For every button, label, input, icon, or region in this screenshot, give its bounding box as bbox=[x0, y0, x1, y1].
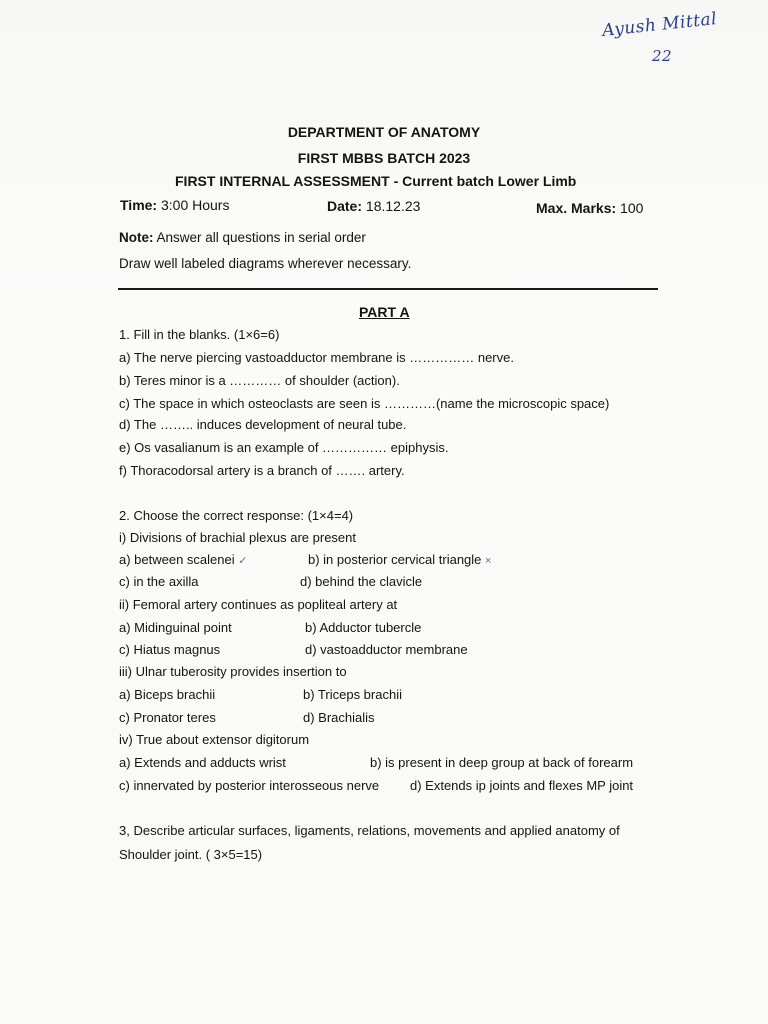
cross-mark: × bbox=[485, 555, 492, 567]
q2-ii-option-d: d) vastoadductor membrane bbox=[305, 642, 468, 657]
q2-iii-stem: iii) Ulnar tuberosity provides insertion to bbox=[119, 664, 347, 679]
part-heading: PART A bbox=[359, 304, 410, 320]
time-info bbox=[120, 197, 229, 213]
q2-iv-option-b: b) is present in deep group at back of forearm bbox=[370, 755, 634, 770]
note-line-1 bbox=[119, 230, 366, 245]
q2-i-option-d: d) behind the clavicle bbox=[300, 574, 423, 589]
q1-item-e: e) Os vasalianum is an example of …………… epiphysis. bbox=[119, 440, 449, 455]
tick-mark: ✓ bbox=[238, 555, 248, 567]
q2-iv-option-c: c) innervated by posterior interosseous nerve bbox=[119, 778, 380, 793]
q2-iv-option-d: d) Extends ip joints and flexes MP joint bbox=[410, 778, 634, 793]
q2-iii-option-d: d) Brachialis bbox=[303, 710, 375, 725]
q2-ii-option-b: b) Adductor tubercle bbox=[305, 620, 422, 635]
q2-iv-option-a: a) Extends and adducts wrist bbox=[119, 755, 286, 770]
q2-heading: 2. Choose the correct response: (1×4=4) bbox=[119, 508, 354, 523]
assessment-label: FIRST INTERNAL ASSESSMENT - bbox=[175, 173, 399, 189]
department-title: DEPARTMENT OF ANATOMY bbox=[287, 124, 481, 140]
max-marks-info bbox=[536, 200, 643, 216]
q2-i-stem: i) Divisions of brachial plexus are present bbox=[119, 530, 356, 545]
q2-ii-option-a: a) Midinguinal point bbox=[119, 620, 232, 635]
q2-iii-option-a: a) Biceps brachii bbox=[119, 687, 216, 702]
q1-item-c: c) The space in which osteoclasts are seen is …………(name the microscopic space) bbox=[119, 396, 610, 411]
date-value: 18.12.23 bbox=[365, 198, 421, 214]
date-label: Date: bbox=[327, 198, 363, 214]
batch-title: FIRST MBBS BATCH 2023 bbox=[297, 150, 471, 166]
handwritten-number: 22 bbox=[652, 47, 673, 65]
q2-iii-option-b: b) Triceps brachii bbox=[303, 687, 402, 702]
q2-ii-option-c: c) Hiatus magnus bbox=[119, 642, 221, 657]
time-value: 3:00 Hours bbox=[160, 197, 230, 213]
q1-item-b: b) Teres minor is a ………… of shoulder (action). bbox=[119, 373, 400, 388]
q2-i-option-b-text: b) in posterior cervical triangle bbox=[308, 552, 482, 567]
q3-line-1: 3, Describe articular surfaces, ligaments, relations, movements and applied anatomy of bbox=[119, 823, 620, 838]
time-label: Time: bbox=[120, 197, 158, 213]
note-line-2: Draw well labeled diagrams wherever necessary. bbox=[119, 256, 412, 271]
q2-i-option-b bbox=[308, 552, 491, 567]
assessment-topic: Current batch Lower Limb bbox=[402, 173, 577, 189]
q2-iii-option-c: c) Pronator teres bbox=[119, 710, 216, 725]
max-marks-value: 100 bbox=[620, 200, 644, 216]
date-info bbox=[327, 198, 420, 214]
q1-item-d: d) The …….. induces development of neural tube. bbox=[119, 417, 407, 432]
note-text: Answer all questions in serial order bbox=[156, 230, 366, 245]
q2-i-option-c: c) in the axilla bbox=[119, 574, 199, 589]
max-marks-label: Max. Marks: bbox=[536, 200, 617, 216]
q2-i-option-a-text: a) between scalenei bbox=[119, 552, 235, 567]
q1-heading: 1. Fill in the blanks. (1×6=6) bbox=[119, 327, 280, 342]
note-label: Note: bbox=[119, 230, 154, 245]
handwritten-name: Ayush Mittal bbox=[601, 9, 719, 41]
q1-item-f: f) Thoracodorsal artery is a branch of ……. artery. bbox=[119, 463, 405, 478]
q2-ii-stem: ii) Femoral artery continues as popliteal artery at bbox=[119, 597, 398, 612]
q1-item-a: a) The nerve piercing vastoadductor membrane is …………… nerve. bbox=[119, 350, 514, 365]
q3-line-2: Shoulder joint. ( 3×5=15) bbox=[119, 847, 263, 862]
assessment-title bbox=[175, 173, 576, 189]
q2-i-option-a bbox=[119, 552, 247, 567]
header-divider bbox=[118, 288, 658, 290]
q2-iv-stem: iv) True about extensor digitorum bbox=[119, 732, 310, 747]
